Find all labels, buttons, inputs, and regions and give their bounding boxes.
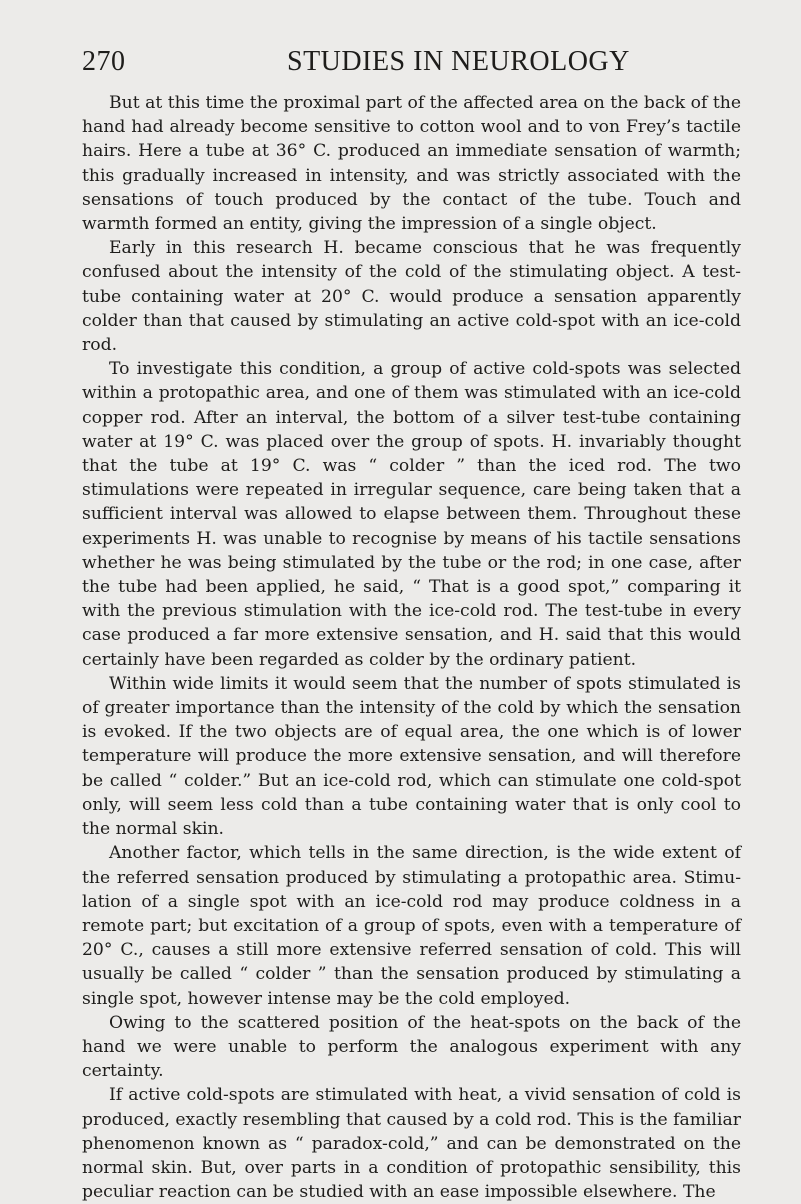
paragraph: Early in this research H. became conscious that he was frequently confused about the intensity of the cold of the stimulating object. A test-tube containing water at 20° C. would produce a sensation apparently colder than that caused by stimulating an active cold-spot with an ice-cold rod.	[82, 238, 741, 356]
paragraph: If active cold-spots are stimulated with heat, a vivid sensation of cold is produced, exactly resembling that caused by a cold rod. This is the familiar phenomenon known as “ paradox-cold,” and can be demonstrated on the normal skin. But, over parts in a condition of protopathic sensibility, this peculiar reaction can be studied with an ease impossible elsewhere. The	[82, 1085, 741, 1203]
body-text	[82, 91, 741, 1204]
paragraph: But at this time the proximal part of the affected area on the back of the hand had already become sensitive to cotton wool and to von Frey’s tactile hairs. Here a tube at 36° C. produced an immediate sensation of warmth; this gradually increased in intensity, and was strictly associated with the sensations of touch produced by the contact of the tube. Touch and warmth formed an entity, giving the impression of a single object.	[82, 93, 741, 235]
paragraph: Within wide limits it would seem that the number of spots stimulated is of greater importance than the intensity of the cold by which the sensation is evoked. If the two objects are of equal area, the one which is of lower temperature will produce the more extensive sensation, and will therefore be called “ colder.” But an ice-cold rod, which can stimulate one cold-spot only, will seem less cold than a tube containing water that is only cool to the normal skin.	[82, 673, 741, 840]
page-header	[82, 46, 742, 80]
page-number: 270	[82, 46, 126, 77]
paragraph: To investigate this condition, a group of active cold-spots was selected within a protopathic area, and one of them was stimulated with an ice-cold copper rod. After an interval, the bottom of a silver test-tube containing water at 19° C. was placed over the group of spots. H. invariably thought that the tube at 19° C. was “ colder ” than the iced rod. The two stimulations were repeated in irregular sequence, care being taken that a sufficient interval was allowed to elapse between them. Throughout these experiments H. was unable to recognise by means of his tactile sensations whether he was being stimulated by the tube or the rod; in one case, after the tube had been applied, he said, “ That is a good spot,” comparing it with the previous stimulation with the ice-cold rod. The test-tube in every case produced a far more extensive sensation, and H. said that this would certainly have been regarded as colder by the ordinary patient.	[82, 359, 741, 670]
running-head: STUDIES IN NEUROLOGY	[287, 46, 630, 77]
paragraph: Owing to the scattered position of the heat-spots on the back of the hand we were unable to perform the analogous experiment with any certainty.	[82, 1012, 741, 1082]
paragraph: Another factor, which tells in the same direction, is the wide extent of the referred sensation produced by stimulating a protopathic area. Stimulation of a single spot with an ice-cold rod may produce coldness in a remote part; but excitation of a group of spots, even with a temperature of 20° C., causes a still more extensive referred sensation of cold. This will usually be called “ colder ” than the sensation produced by stimulating a single spot, however intense may be the cold employed.	[82, 843, 741, 1009]
